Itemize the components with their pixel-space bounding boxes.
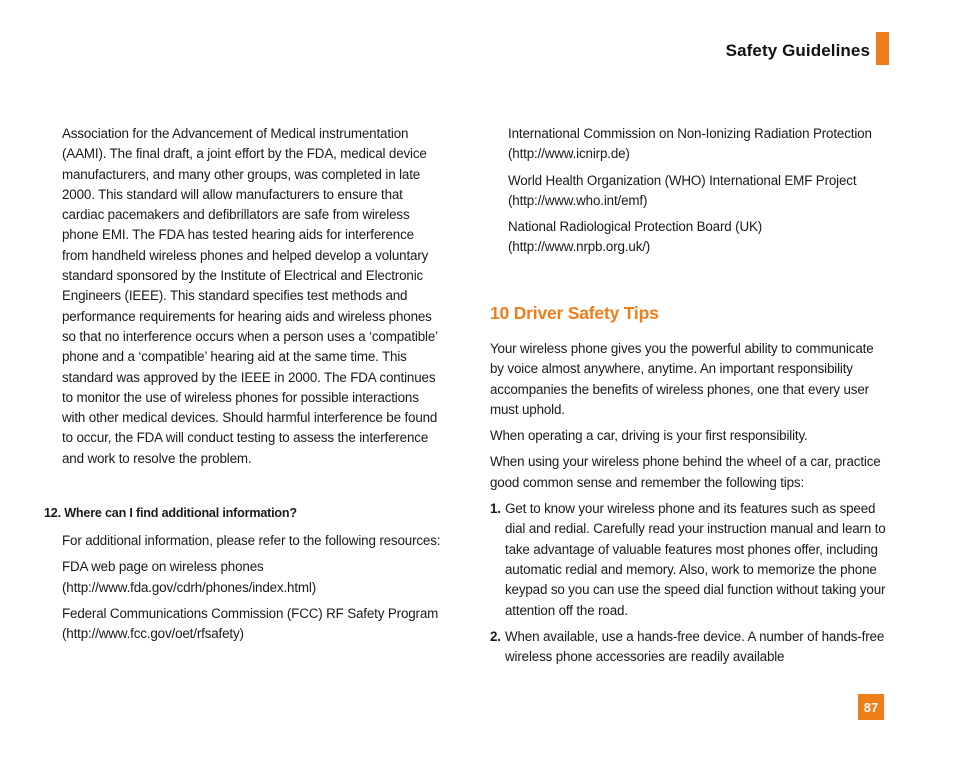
resource-item <box>508 171 898 212</box>
resource-url: (http://www.fcc.gov/oet/rfsafety) <box>62 626 244 642</box>
resource-item <box>508 124 898 165</box>
driver-safety-body <box>490 339 890 667</box>
driver-paragraph: When operating a car, driving is your first responsibility. <box>490 428 808 444</box>
page-header-title: Safety Guidelines <box>725 41 870 60</box>
resource-name: Federal Communications Commission (FCC) RF Safety Program <box>62 605 439 621</box>
tip-item <box>490 627 890 668</box>
tip-text: When available, use a hands-free device. A number of hands-free wireless phone accessories are readily available <box>505 628 885 665</box>
left-column <box>62 124 442 469</box>
resources-list-right <box>508 124 898 258</box>
driver-tips-list <box>490 499 890 667</box>
resource-url: (http://www.icnirp.de) <box>508 146 630 162</box>
resource-name: FDA web page on wireless phones <box>62 559 264 575</box>
resource-item <box>508 217 898 258</box>
resource-url: (http://www.nrpb.org.uk/) <box>508 239 651 255</box>
page-number-badge: 87 <box>858 694 884 720</box>
tip-text: Get to know your wireless phone and its features such as speed dial and redial. Carefully read your instruction manual and learn to take advantage of valuable features most phones offer, including automatic redial and memory. Also, work to memorize the phone keypad so you can use the speed dial function without taking your attention off the road. <box>505 501 886 618</box>
resource-url: (http://www.fda.gov/cdrh/phones/index.html) <box>62 579 317 595</box>
resource-url: (http://www.who.int/emf) <box>508 192 648 208</box>
tip-item <box>490 499 890 621</box>
tip-number: 2. <box>490 628 501 644</box>
resources-intro: For additional information, please refer to the following resources: <box>62 533 441 548</box>
driver-safety-section-title: 10 Driver Safety Tips <box>490 303 659 323</box>
resource-name: National Radiological Protection Board (UK) <box>508 219 763 235</box>
tip-number: 1. <box>490 501 501 517</box>
resource-name: World Health Organization (WHO) International EMF Project <box>508 172 857 188</box>
resources-list-left <box>62 531 442 644</box>
resource-item <box>62 604 442 645</box>
question-12-heading: 12. Where can I find additional information? <box>44 506 297 520</box>
aami-paragraph: Association for the Advancement of Medical instrumentation (AAMI). The final draft, a joint effort by the FDA, medical device manufacturers, and many other groups, was completed in late 2000. This standard will allow manufacturers to ensure that cardiac pacemakers and defibrillators are safe from wireless phone EMI. The FDA has tested hearing aids for interference from handheld wireless phones and helped develop a voluntary standard sponsored by the Institute of Electrical and Electronic Engineers (IEEE). This standard specifies test methods and performance requirements for hearing aids and wireless phones so that no interference occurs when a person uses a ‘compatible’ phone and a ‘compatible’ hearing aid at the same time. This standard was approved by the IEEE in 2000. The FDA continues to monitor the use of wireless phones for possible interactions with other medical devices. Should harmful interference be found to occur, the FDA will conduct testing to assess the interference and work to resolve the problem. <box>62 126 438 466</box>
resource-name: International Commission on Non-Ionizing Radiation Protection <box>508 126 872 141</box>
driver-paragraph: Your wireless phone gives you the powerful ability to communicate by voice almost anywhere, anytime. An important responsibility accompanies the benefits of wireless phones, one that every user must uphold. <box>490 341 874 417</box>
driver-paragraph: When using your wireless phone behind the wheel of a car, practice good common sense and remember the following tips: <box>490 454 881 490</box>
resource-item <box>62 557 442 598</box>
header-accent-bar <box>876 32 889 65</box>
